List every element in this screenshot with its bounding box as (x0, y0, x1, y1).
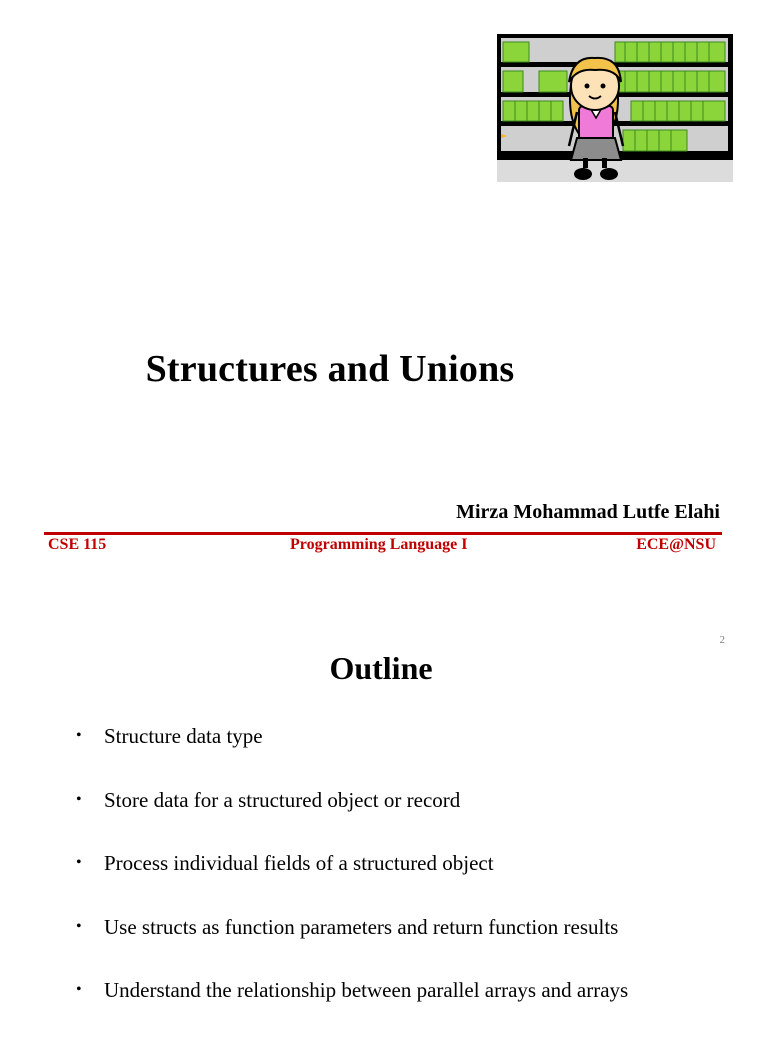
course-name: Programming Language I (290, 536, 468, 553)
page-number: 2 (719, 634, 725, 646)
list-item (76, 974, 628, 1038)
list-item (76, 720, 628, 784)
bullet-icon: • (76, 790, 82, 808)
bullet-icon: • (76, 727, 82, 744)
list-item (76, 784, 628, 848)
slide-title: Structures and Unions (145, 348, 515, 390)
department-label: ECE@NSU (636, 536, 716, 553)
outline-title: Outline (329, 650, 433, 686)
bullet-icon: • (76, 981, 82, 998)
bullet-text: Process individual fields of a structured object (104, 851, 494, 875)
list-item (76, 847, 628, 911)
outline-bullet-list (76, 720, 628, 1038)
bullet-icon: • (76, 917, 82, 935)
list-item (76, 911, 628, 975)
footer-divider (44, 532, 722, 535)
course-code: CSE 115 (48, 536, 107, 553)
bullet-text: Store data for a structured object or record (104, 787, 461, 812)
girl-at-bookshelf-illustration (497, 34, 733, 182)
author-name: Mirza Mohammad Lutfe Elahi (456, 501, 720, 523)
bullet-text: Understand the relationship between parallel arrays and arrays (104, 978, 629, 1002)
bullet-text: Structure data type (104, 724, 263, 748)
bullet-text: Use structs as function parameters and return function results (104, 914, 619, 939)
bullet-icon: • (76, 854, 82, 871)
